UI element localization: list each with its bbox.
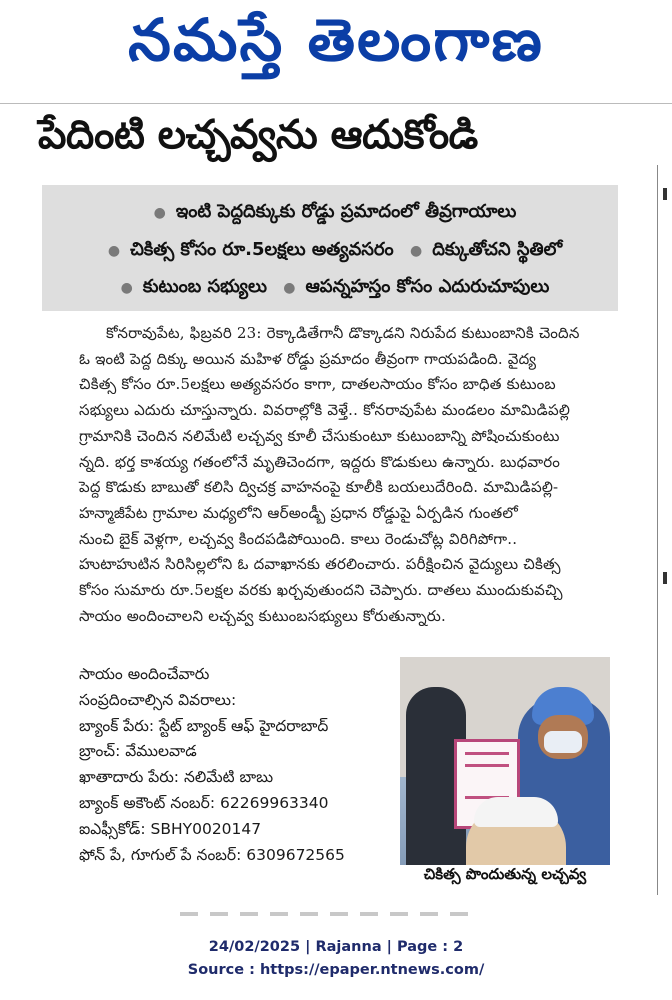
phone-number: ఫోన్ పే, గూగుల్ పే నంబర్: 6309672565	[79, 845, 345, 864]
details-heading: సాయం అందించేవారు	[79, 665, 210, 683]
highlight-item: ఆపన్నహస్తం కోసం ఎదురుచూపులు	[305, 276, 550, 297]
bullet-icon: ●	[283, 280, 296, 296]
footer-source-link[interactable]: Source : https://epaper.ntnews.com/	[187, 962, 485, 978]
body-line: సాయం అందించాలని లచ్చవ్వ కుటుంబసభ్యులు కోరుతున్నారు.	[79, 606, 446, 625]
bullet-icon: ●	[120, 280, 133, 296]
article-headline: పేదింటి లచ్చవ్వను ఆదుకోండి	[38, 112, 478, 158]
bullet-icon: ●	[409, 243, 423, 259]
faded-text-strip	[180, 912, 480, 916]
account-number: బ్యాంక్ అకౌంట్ నంబర్: 62269963340	[79, 793, 329, 812]
body-line: సభ్యులు ఎదురు చూస్తున్నారు. వివరాల్లోకి వెళ్తే.. కోనరావుపేట మండలం మామిడిపల్లి	[79, 401, 571, 420]
highlight-item: కుటుంబ సభ్యులు	[142, 276, 267, 297]
newspaper-logo: నమస్తే తెలంగాణ	[128, 6, 544, 74]
body-line: ఓ ఇంటి పెద్ద దిక్కు అయిన మహిళ రోడ్డు ప్రమాదం తీవ్రంగా గాయపడింది. వైద్య	[79, 349, 537, 368]
footer-date-line: 24/02/2025 | Rajanna | Page : 2	[208, 939, 464, 955]
highlight-item: ఇంటి పెద్దదిక్కుకు రోడ్డు ప్రమాదంలో తీవ్రగాయాలు	[175, 201, 517, 222]
body-line: చికిత్స కోసం రూ.5లక్షలు అత్యవసరం కాగా, దాతలసాయం కోసం బాధిత కుటుంబ	[79, 375, 556, 394]
branch-name: బ్రాంచ్: వేములవాడ	[79, 742, 197, 761]
ifsc-code: ఐఎఫ్సీకోడ్: SBHY0020147	[79, 819, 262, 838]
patient-photo	[400, 657, 610, 865]
bullet-icon: ●	[107, 243, 121, 259]
bank-name: బ్యాంక్ పేరు: స్టేట్ బ్యాంక్ ఆఫ్ హైదరాబాద్	[79, 716, 329, 735]
bullet-icon: ●	[153, 205, 166, 221]
body-line: పెద్ద కొడుకు బాబుతో కలిసి ద్విచక్ర వాహనంపై కూలీకి బయలుదేరింది. మామిడిపల్లి-	[79, 478, 559, 497]
highlights-box	[42, 185, 618, 311]
body-line: హన్మాజీపేట గ్రామాల మధ్యలోని ఆర్అండ్బీ ప్రధాన రోడ్డుపై ఏర్పడిన గుంతలో	[79, 503, 518, 522]
column-divider	[657, 165, 658, 895]
body-line: నుంచి బైక్ వెళ్లగా, లచ్చవ్వ కిందపడిపోయింది. కాలు రెండుచోట్ల విరిగిపోగా..	[79, 529, 518, 548]
highlight-item: చికిత్స కోసం రూ.5లక్షలు అత్యవసరం	[130, 239, 394, 260]
masthead	[0, 0, 672, 100]
highlight-row	[42, 201, 618, 226]
top-divider	[0, 103, 672, 104]
account-holder: ఖాతాదారు పేరు: నలిమేటి బాబు	[79, 768, 274, 787]
adjacent-column-mark	[663, 572, 667, 584]
footer	[0, 936, 672, 982]
highlight-item: దిక్కుతోచని స్థితిలో	[432, 239, 563, 260]
body-line: కోసం సుమారు రూ.5లక్షల వరకు ఖర్చవుతుందని చెప్పారు. దాతలు ముందుకువచ్చి	[79, 581, 563, 600]
body-line: కోనరావుపేట, ఫిబ్రవరి 23: రెక్కాడితేగానీ డొక్కాడని నిరుపేద కుటుంబానికి చెందిన	[106, 324, 580, 342]
adjacent-column-mark	[663, 188, 667, 200]
body-line: గ్రామానికి చెందిన నలిమేటి లచ్చవ్వ కూలీ చేసుకుంటూ కుటుంబాన్ని పోషించుకుంటు	[79, 426, 560, 445]
body-line: న్నది. భర్త కాశయ్య గతంలోనే మృతిచెందగా, ఇద్దరు కొడుకులు ఉన్నారు. బుధవారం	[79, 452, 561, 471]
highlight-row	[42, 239, 618, 264]
photo-caption: చికిత్స పొందుతున్న లచ్చవ్వ	[423, 865, 587, 883]
article-body	[79, 321, 625, 629]
highlight-row	[42, 276, 618, 301]
details-subheading: సంప్రదించాల్సిన వివరాలు:	[79, 690, 237, 709]
body-line: హుటాహుటిన సిరిసిల్లలోని ఓ దవాఖానకు తరలించారు. పరీక్షించిన వైద్యులు చికిత్స	[79, 555, 561, 574]
donation-details	[79, 662, 399, 868]
